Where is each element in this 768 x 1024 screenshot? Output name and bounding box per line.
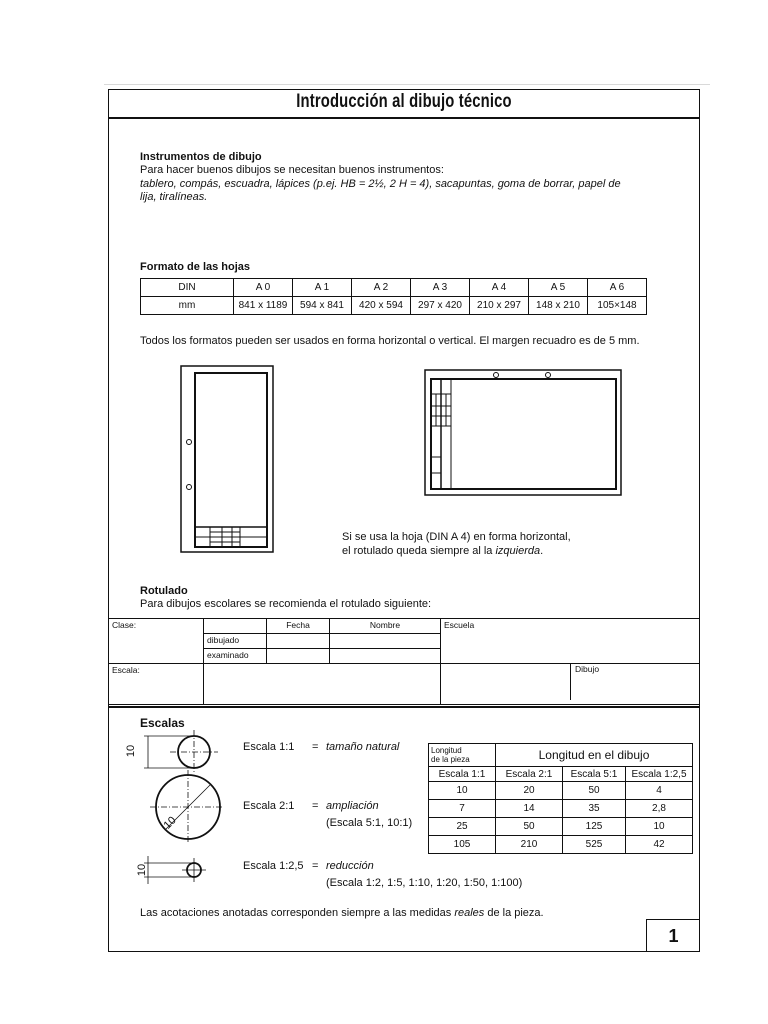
table-row (429, 818, 693, 836)
rotulado-heading: Rotulado (140, 585, 188, 597)
col-header: Escala 1:2,5 (626, 767, 693, 782)
table-row (429, 767, 693, 782)
table-cell: 7 (429, 800, 496, 818)
nombre-cell: Nombre (330, 619, 441, 634)
table-cell: 50 (496, 818, 563, 836)
footer-end: de la pieza. (484, 907, 544, 919)
table-row (429, 800, 693, 818)
scale-3-desc: reducción (326, 860, 374, 872)
table-cell: 297 x 420 (411, 297, 470, 315)
table-cell: 50 (563, 782, 626, 800)
scale-2-desc: ampliación (326, 800, 379, 812)
instrumentos-line2: tablero, compás, escuadra, lápices (p.ej. HB = 2½, 2 H = 4), sacapuntas, goma de borrar, papel de (140, 178, 621, 190)
col-header: Escala 1:1 (429, 767, 496, 782)
table-cell: 35 (563, 800, 626, 818)
table-row (429, 744, 693, 767)
table-cell: A 1 (293, 279, 352, 297)
scale-2-label: Escala 2:1 (243, 800, 295, 812)
examinado-cell: examinado (204, 649, 267, 664)
table-row (429, 782, 693, 800)
table-row (109, 664, 700, 705)
footer-text: Las acotaciones anotadas corresponden siempre a las medidas (140, 907, 455, 919)
table-cell: 594 x 841 (293, 297, 352, 315)
rotulado-text: Para dibujos escolares se recomienda el rotulado siguiente: (140, 598, 432, 610)
caption-end: . (540, 545, 544, 557)
blank-cell (204, 664, 441, 705)
table-cell: A 2 (352, 279, 411, 297)
title-block-table (108, 618, 700, 705)
dibujo-label: Dibujo (570, 664, 696, 700)
table-cell: 14 (496, 800, 563, 818)
formato-heading: Formato de las hojas (140, 261, 251, 273)
table-cell: DIN (141, 279, 234, 297)
table-cell: 210 x 297 (470, 297, 529, 315)
col-header: Escala 5:1 (563, 767, 626, 782)
span-header: Longitud en el dibujo (496, 744, 693, 767)
blank-cell (330, 634, 441, 649)
instrumentos-line1: Para hacer buenos dibujos se necesitan buenos instrumentos: (140, 164, 444, 176)
formato-note: Todos los formatos pueden ser usados en forma horizontal o vertical. El margen recuadro es de 5 mm. (140, 335, 640, 347)
page-number: 1 (646, 919, 700, 952)
scale-1-eq: = (312, 741, 319, 753)
table-row (141, 279, 647, 297)
corner-cell (429, 744, 496, 767)
landscape-sheet-diagram (424, 369, 624, 499)
title-separator (108, 117, 700, 119)
table-cell: 4 (626, 782, 693, 800)
escuela-cell: Escuela (441, 619, 700, 664)
dibujado-cell: dibujado (204, 634, 267, 649)
table-cell: 125 (563, 818, 626, 836)
scale-3-sub: (Escala 1:2, 1:5, 1:10, 1:20, 1:50, 1:100) (326, 877, 523, 889)
escalas-footer (140, 907, 544, 919)
dibujo-cell (441, 664, 700, 705)
caption-text: el rotulado queda siempre al la (342, 545, 496, 557)
scale-3-label: Escala 1:2,5 (243, 860, 304, 872)
table-cell: A 4 (470, 279, 529, 297)
formato-caption-2 (342, 545, 543, 557)
table-cell: 105 (429, 836, 496, 854)
section-separator (108, 706, 700, 708)
blank-cell (330, 649, 441, 664)
table-cell: 2,8 (626, 800, 693, 818)
scale-3-eq: = (312, 860, 319, 872)
blank-cell (204, 619, 267, 634)
din-format-table (140, 278, 647, 315)
table-cell: 10 (429, 782, 496, 800)
corner-line-2: de la pieza (431, 755, 470, 764)
clase-cell: Clase: (109, 619, 204, 664)
portrait-sheet-diagram (180, 365, 275, 555)
escalas-heading: Escalas (140, 716, 185, 730)
scale-1-label: Escala 1:1 (243, 741, 295, 753)
table-row (429, 836, 693, 854)
dim-label-2: 10 (161, 814, 179, 832)
dim-label-3: 10 (136, 863, 149, 877)
corner-line-1: Longitud (431, 746, 462, 755)
table-cell: 210 (496, 836, 563, 854)
scale-1-desc: tamaño natural (326, 741, 400, 753)
table-row (141, 297, 647, 315)
table-cell: mm (141, 297, 234, 315)
dim-label-1: 10 (125, 744, 138, 758)
table-cell: 10 (626, 818, 693, 836)
table-cell: 25 (429, 818, 496, 836)
escala-cell: Escala: (109, 664, 204, 705)
footer-emphasis: reales (454, 907, 485, 919)
table-cell: A 6 (588, 279, 647, 297)
instrumentos-line3: lija, tiralíneas. (140, 191, 208, 203)
blank-cell (267, 649, 330, 664)
caption-emphasis: izquierda (495, 545, 541, 557)
table-cell: A 0 (234, 279, 293, 297)
table-cell: 105×148 (588, 297, 647, 315)
page-title: Introducción al dibujo técnico (296, 91, 512, 112)
table-cell: A 3 (411, 279, 470, 297)
table-cell: 20 (496, 782, 563, 800)
col-header: Escala 2:1 (496, 767, 563, 782)
blank-cell (267, 634, 330, 649)
table-cell: 420 x 594 (352, 297, 411, 315)
table-cell: A 5 (529, 279, 588, 297)
scale-length-table (428, 743, 693, 854)
instrumentos-heading: Instrumentos de dibujo (140, 151, 262, 163)
top-rule (104, 84, 710, 85)
table-cell: 42 (626, 836, 693, 854)
scale-2-sub: (Escala 5:1, 10:1) (326, 817, 413, 829)
table-cell: 841 x 1189 (234, 297, 293, 315)
table-row (109, 619, 700, 634)
fecha-cell: Fecha (267, 619, 330, 634)
table-cell: 525 (563, 836, 626, 854)
formato-caption-1: Si se usa la hoja (DIN A 4) en forma horizontal, (342, 531, 571, 543)
scale-2-eq: = (312, 800, 319, 812)
table-cell: 148 x 210 (529, 297, 588, 315)
